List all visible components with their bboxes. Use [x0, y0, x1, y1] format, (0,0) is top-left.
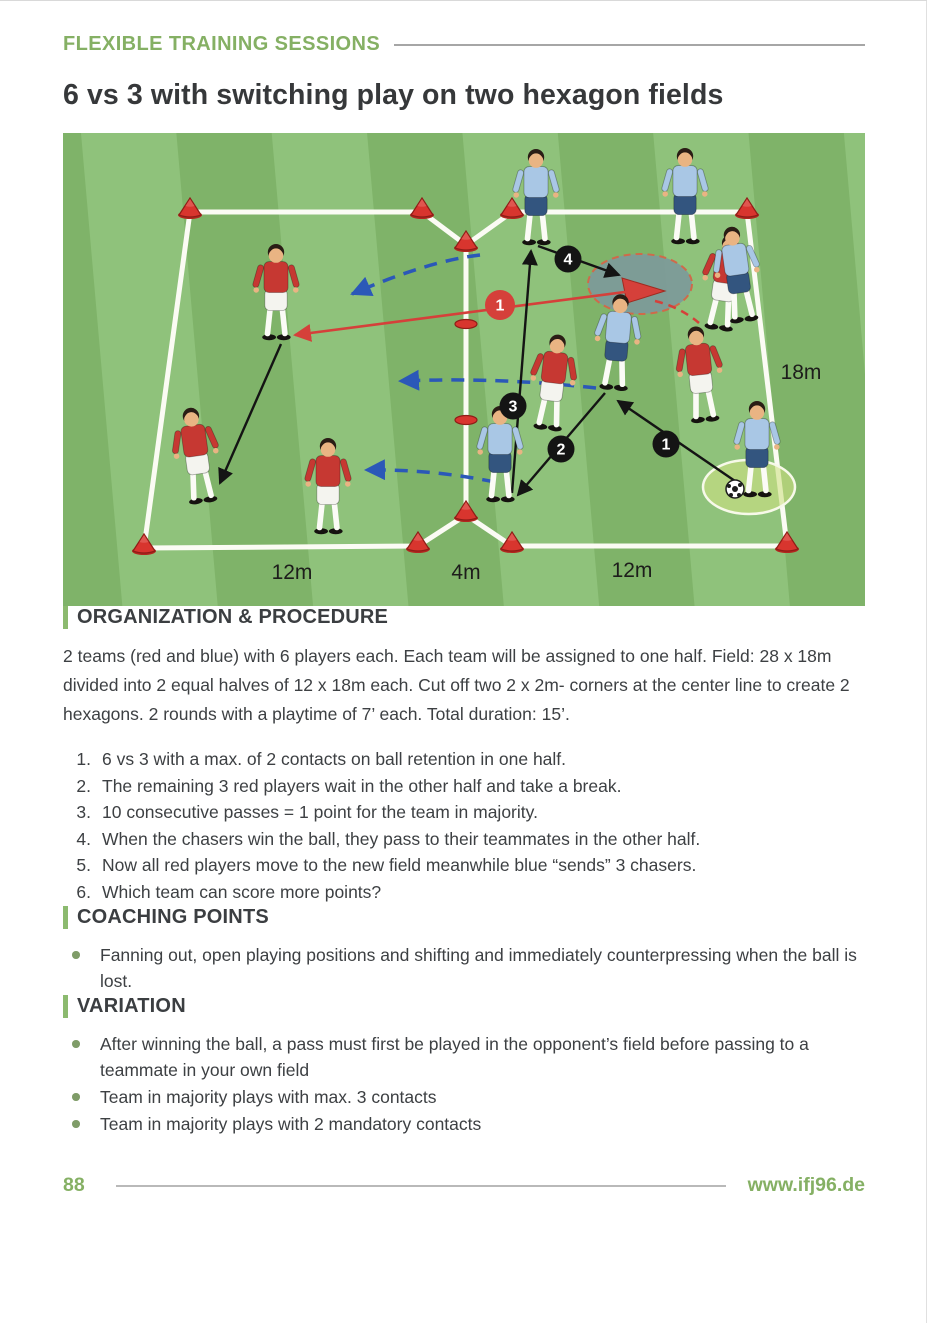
procedure-step-text: Now all red players move to the new field meanwhile blue “sends” 3 chasers. [102, 855, 697, 876]
organization-heading-label: ORGANIZATION & PROCEDURE [77, 606, 389, 628]
procedure-step [63, 879, 865, 906]
hand [305, 481, 311, 487]
svg-text:1: 1 [661, 436, 671, 454]
page-header [63, 0, 865, 56]
bullet-icon [72, 1040, 80, 1048]
pass-number-badge [555, 246, 582, 273]
hand [513, 192, 519, 198]
hand [477, 449, 483, 455]
soccer-field-illustration [63, 133, 865, 606]
hand [734, 444, 740, 450]
procedure-step-text: Which team can score more points? [102, 881, 382, 902]
hand [253, 287, 259, 293]
switch-pass-number-badge [485, 290, 515, 320]
variation-item [63, 1031, 865, 1084]
soccer-ball-pattern [738, 483, 742, 487]
header-rule [394, 44, 865, 46]
footer-rule [116, 1185, 726, 1187]
pass-number-badge [500, 393, 527, 420]
coaching-point-text: Fanning out, open playing positions and shifting and immediately counterpressing when the ball is lost. [100, 944, 857, 992]
page-number: 88 [63, 1174, 85, 1197]
procedure-steps-list [63, 746, 865, 906]
pass-number-badge [653, 431, 680, 458]
step-number: 2. [76, 775, 91, 796]
shirt [541, 351, 569, 385]
sock [725, 299, 732, 328]
shirt [524, 167, 548, 198]
variation-heading-label: VARIATION [77, 994, 186, 1017]
procedure-step-text: 10 consecutive passes = 1 point for the team in majority. [102, 802, 538, 823]
section-variation [63, 995, 865, 1137]
hand [293, 287, 299, 293]
heading-accent-bar [63, 606, 68, 629]
sock [554, 399, 560, 427]
sock [190, 472, 197, 501]
distance-label: 18m [780, 361, 822, 384]
procedure-step-text: The remaining 3 red players wait in the other half and take a break. [102, 775, 622, 796]
drill-diagram [63, 133, 865, 606]
flat-disc-marker [455, 320, 477, 329]
hand [517, 449, 523, 455]
shirt [605, 311, 632, 344]
series-title: FLEXIBLE TRAINING SESSIONS [63, 33, 381, 55]
step-number: 6. [76, 881, 91, 902]
step-number: 3. [76, 802, 91, 823]
bullet-icon [72, 1120, 80, 1128]
heading-accent-bar [63, 906, 68, 929]
section-organization [63, 606, 865, 906]
variation-item-text: Team in majority plays with max. 3 contacts [100, 1086, 437, 1107]
coaching-points-list [63, 942, 865, 995]
hand [553, 192, 559, 198]
website-link[interactable]: www.ifj96.de [747, 1174, 865, 1197]
heading-accent-bar [63, 995, 68, 1018]
procedure-step-text: When the chasers win the ball, they pass to their teammates in the other half. [102, 828, 701, 849]
page-footer [63, 1174, 865, 1197]
shirt [745, 419, 769, 450]
flat-disc-marker [455, 416, 477, 425]
variation-heading [63, 995, 865, 1018]
soccer-ball-pattern [732, 486, 738, 492]
soccer-ball-pattern [727, 484, 731, 488]
procedure-step [63, 773, 865, 800]
hand [702, 191, 708, 197]
shirt [685, 343, 712, 376]
bullet-icon [72, 1093, 80, 1101]
sock [619, 359, 625, 387]
hand [774, 444, 780, 450]
hand [345, 481, 351, 487]
shirt [316, 456, 340, 487]
shirt [721, 243, 749, 277]
pass-number-badge [548, 436, 575, 463]
procedure-step-text: 6 vs 3 with a max. of 2 contacts on ball retention in one half. [102, 749, 567, 769]
svg-text:3: 3 [508, 398, 518, 416]
svg-text:2: 2 [556, 441, 566, 459]
procedure-step [63, 852, 865, 879]
organization-heading [63, 606, 865, 629]
bullet-icon [72, 951, 80, 959]
procedure-step [63, 799, 865, 826]
variation-item-text: After winning the ball, a pass must first be played in the opponent’s field before passing to a teammate in your own field [100, 1033, 809, 1081]
hand [662, 191, 668, 197]
page-title: 6 vs 3 with switching play on two hexagon fields [63, 79, 724, 111]
coaching-heading [63, 906, 865, 929]
svg-text:4: 4 [563, 251, 573, 269]
procedure-step [63, 746, 865, 773]
variation-item [63, 1084, 865, 1111]
coaching-heading-label: COACHING POINTS [77, 905, 269, 928]
shirt [488, 424, 512, 455]
shirt [180, 424, 208, 458]
soccer-ball-pattern [737, 493, 741, 497]
step-number: 5. [76, 855, 91, 876]
sock [731, 291, 738, 320]
soccer-ball-pattern [729, 493, 733, 497]
coaching-point [63, 942, 865, 995]
step-number: 1. [76, 749, 91, 769]
svg-text:1: 1 [495, 297, 505, 315]
procedure-step [63, 826, 865, 853]
step-number: 4. [76, 828, 91, 849]
shirt [264, 262, 288, 293]
shirt [673, 166, 697, 197]
distance-label: 4m [451, 561, 481, 584]
distance-label: 12m [271, 561, 313, 584]
distance-label: 12m [611, 559, 653, 582]
section-coaching [63, 906, 865, 995]
variation-list [63, 1031, 865, 1137]
organization-intro: 2 teams (red and blue) with 6 players each. Each team will be assigned to one half. Field: 28 x 18m divided into 2 equal halves of 12 x 18m each. Cut off two 2 x 2m- corners at the center line to create 2 hexagons. 2 rounds with a playtime of 7’ each. Total duration: 15’. [63, 646, 850, 724]
variation-item [63, 1111, 865, 1138]
variation-item-text: Team in majority plays with 2 mandatory contacts [100, 1113, 482, 1134]
sock [693, 391, 699, 419]
